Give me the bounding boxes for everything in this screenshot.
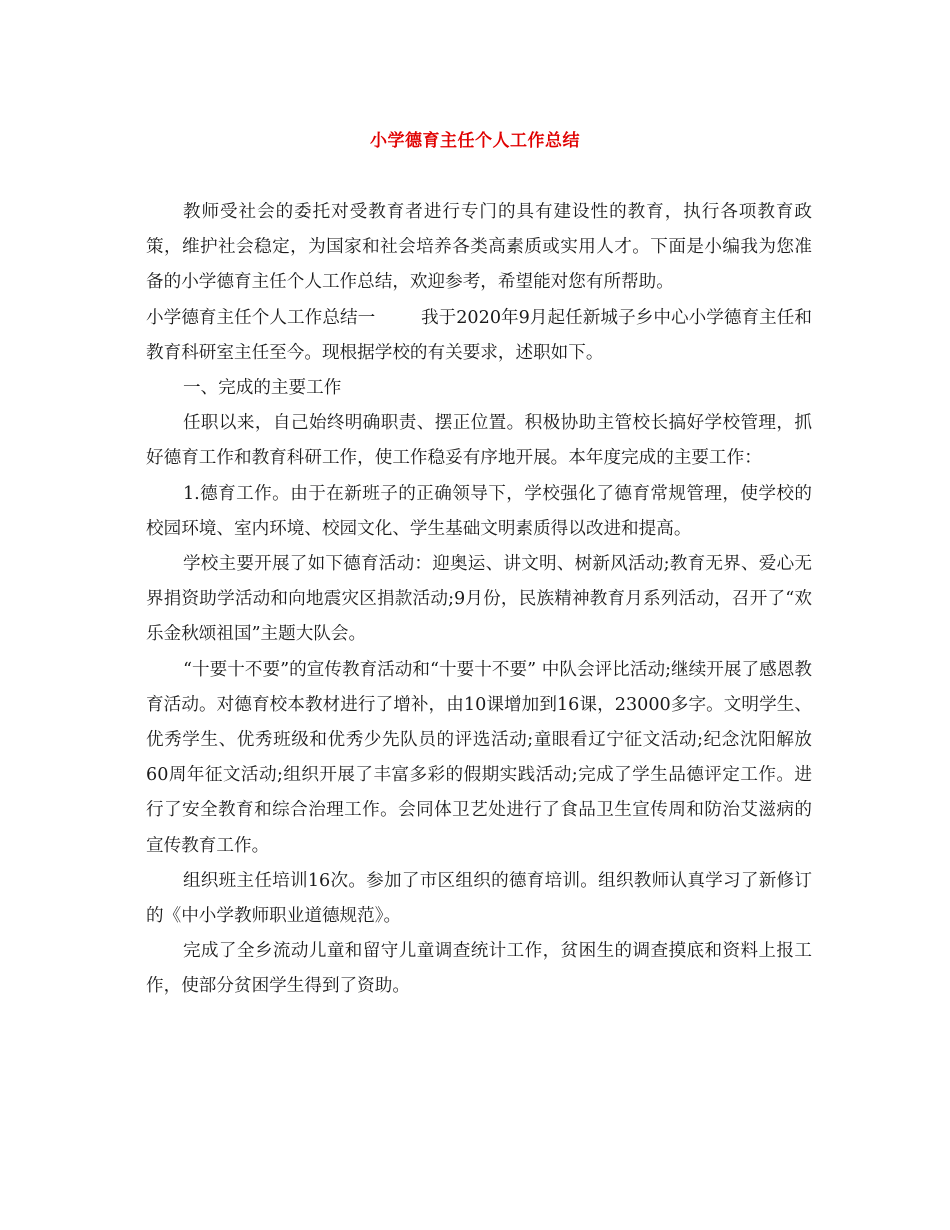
body-paragraph-3: 学校主要开展了如下德育活动：迎奥运、讲文明、树新风活动;教育无界、爱心无界捐资助学活动和向地震灾区捐款活动;9月份，民族精神教育月系列活动，召开了“欢乐金秋颂祖国”主题大队会。 xyxy=(146,554,812,645)
body-paragraph-1: 任职以来，自己始终明确职责、摆正位置。积极协助主管校长搞好学校管理，抓好德育工作和教育科研工作，使工作稳妥有序地开展。本年度完成的主要工作： xyxy=(146,413,812,469)
body-paragraph-2: 1.德育工作。由于在新班子的正确领导下，学校强化了德育常规管理，使学校的校园环境、室内环境、校园文化、学生基础文明素质得以改进和提高。 xyxy=(146,483,812,539)
body-paragraph-4: “十要十不要”的宣传教育活动和“十要十不要” 中队会评比活动;继续开展了感恩教育活动。对德育校本教材进行了增补，由10课增加到16课，23000多字。文明学生、优秀学生、优秀班级和优秀少先队员的评选活动;童眼看辽宁征文活动;纪念沈阳解放60周年征文活动;组织开展了丰富多彩的假期实践活动;完成了学生品德评定工作。进行了安全教育和综合治理工作。会同体卫艺处进行了食品卫生宣传周和防治艾滋病的宣传教育工作。 xyxy=(146,659,812,856)
body-paragraph-5: 组织班主任培训16次。参加了市区组织的德育培训。组织教师认真学习了新修订的《中小学教师职业道德规范》。 xyxy=(146,870,812,927)
summary-opening-text: 我于2020年9月起任新城子乡中心小学德育主任和教育科研室主任至今。现根据学校的有关要求，述职如下。 xyxy=(146,307,812,363)
document-body xyxy=(146,195,812,1005)
body-paragraph-6: 完成了全乡流动儿童和留守儿童调查统计工作，贫困生的调查摸底和资料上报工作，使部分贫困学生得到了资助。 xyxy=(146,941,812,997)
intro-paragraph: 教师受社会的委托对受教育者进行专门的具有建设性的教育，执行各项教育政策，维护社会稳定，为国家和社会培养各类高素质或实用人才。下面是小编我为您准备的小学德育主任个人工作总结，欢迎参考，希望能对您有所帮助。 xyxy=(146,202,812,293)
summary-opening-paragraph xyxy=(146,301,812,371)
summary-sub-heading: 小学德育主任个人工作总结一 xyxy=(146,307,376,328)
section-heading: 一、完成的主要工作 xyxy=(182,378,342,399)
document-title: 小学德育主任个人工作总结 xyxy=(370,131,580,151)
